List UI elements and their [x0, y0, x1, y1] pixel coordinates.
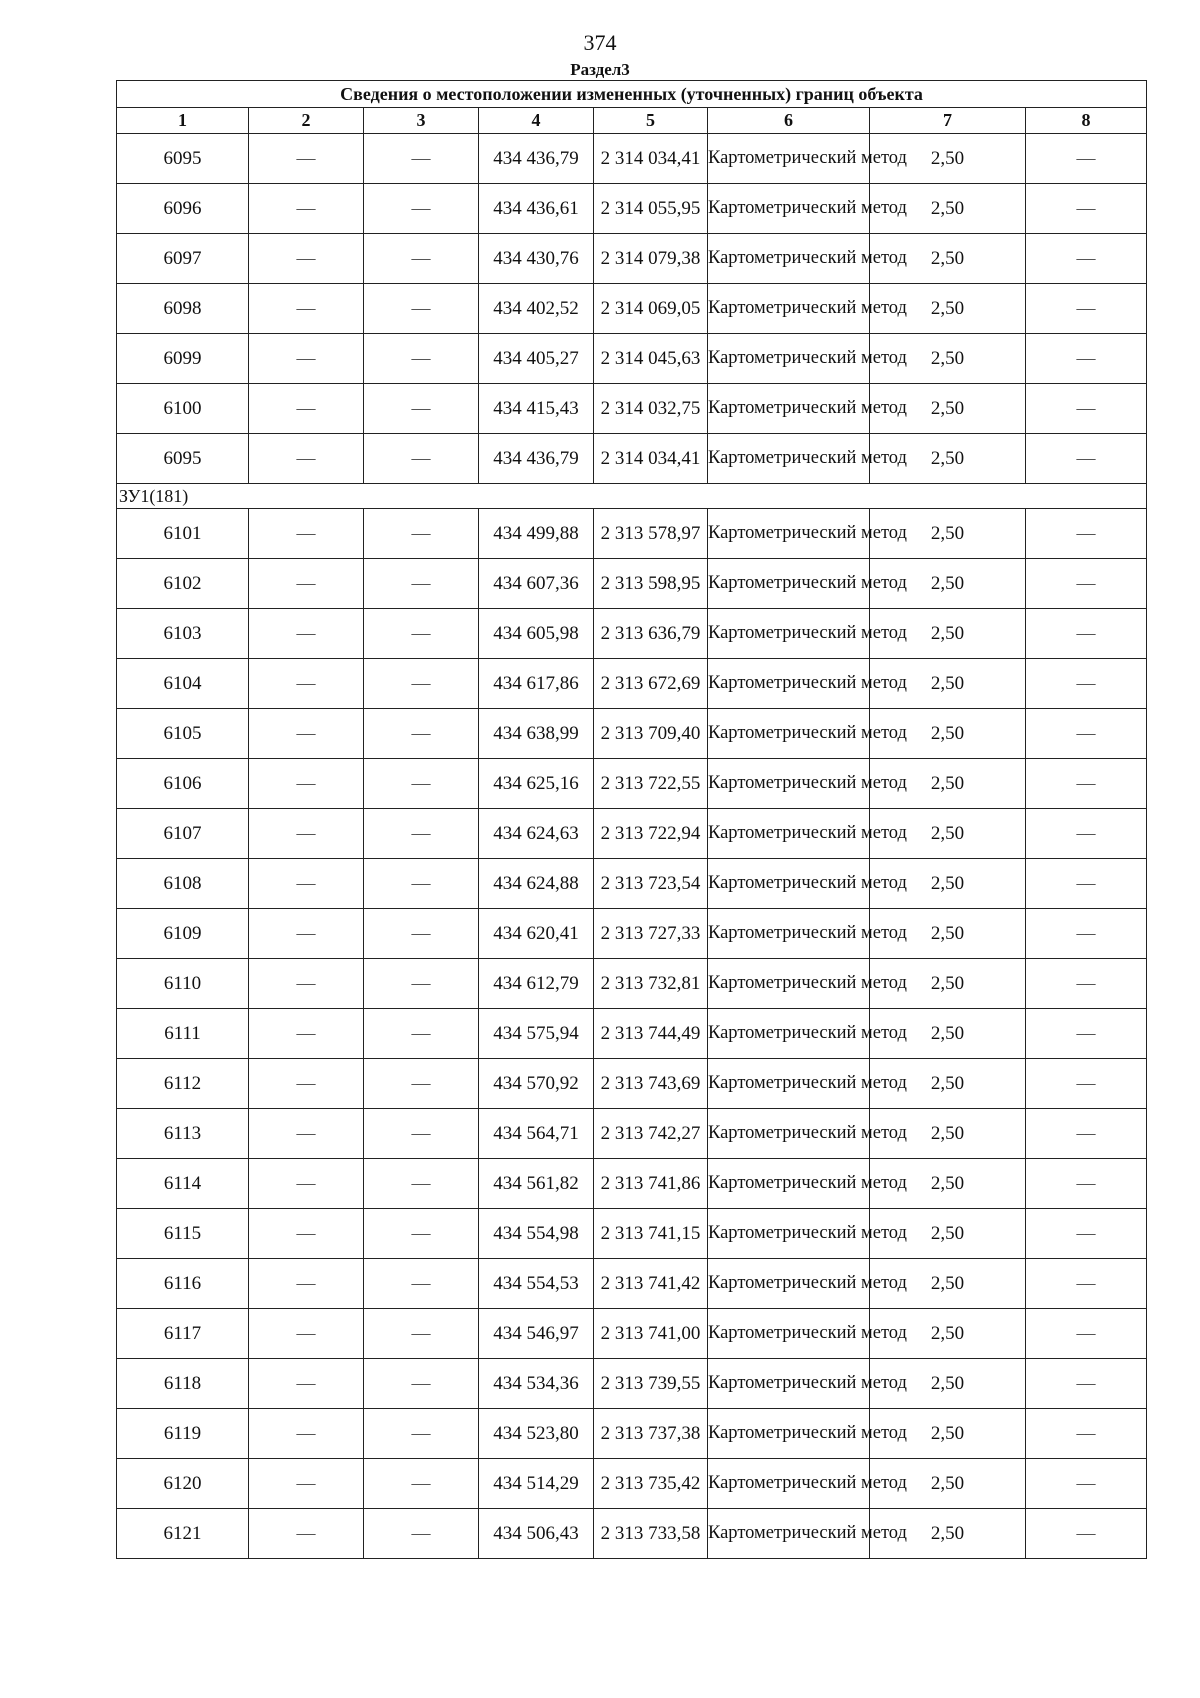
accuracy-cell: 2,50 [870, 809, 1026, 859]
col3-cell: — [364, 1159, 479, 1209]
accuracy-cell: 2,50 [870, 709, 1026, 759]
table-row [117, 1459, 1147, 1509]
y-coordinate-cell: 2 313 741,42 [594, 1259, 708, 1309]
y-coordinate-cell: 2 313 741,00 [594, 1309, 708, 1359]
table-row [117, 609, 1147, 659]
table-caption: Сведения о местоположении измененных (уточненных) границ объекта [117, 81, 1147, 108]
col8-cell: — [1026, 509, 1147, 559]
table-row [117, 1159, 1147, 1209]
table-row [117, 1509, 1147, 1559]
method-cell: Картометрический метод [708, 609, 870, 659]
y-coordinate-cell: 2 313 722,94 [594, 809, 708, 859]
col2-cell: — [249, 559, 364, 609]
col2-cell: — [249, 1359, 364, 1409]
point-number-cell: 6103 [117, 609, 249, 659]
method-cell: Картометрический метод [708, 1259, 870, 1309]
col2-cell: — [249, 184, 364, 234]
accuracy-cell: 2,50 [870, 234, 1026, 284]
accuracy-cell: 2,50 [870, 434, 1026, 484]
point-number-cell: 6098 [117, 284, 249, 334]
point-number-cell: 6117 [117, 1309, 249, 1359]
col3-cell: — [364, 1409, 479, 1459]
point-number-cell: 6106 [117, 759, 249, 809]
column-header: 2 [249, 108, 364, 134]
point-number-cell: 6095 [117, 134, 249, 184]
accuracy-cell: 2,50 [870, 859, 1026, 909]
col8-cell: — [1026, 184, 1147, 234]
x-coordinate-cell: 434 624,63 [479, 809, 594, 859]
col2-cell: — [249, 1459, 364, 1509]
accuracy-cell: 2,50 [870, 1509, 1026, 1559]
point-number-cell: 6113 [117, 1109, 249, 1159]
x-coordinate-cell: 434 554,53 [479, 1259, 594, 1309]
col8-cell: — [1026, 1059, 1147, 1109]
table-row [117, 1409, 1147, 1459]
point-number-cell: 6100 [117, 384, 249, 434]
point-number-cell: 6096 [117, 184, 249, 234]
col8-cell: — [1026, 959, 1147, 1009]
col3-cell: — [364, 1259, 479, 1309]
method-cell: Картометрический метод [708, 234, 870, 284]
x-coordinate-cell: 434 534,36 [479, 1359, 594, 1409]
table-row [117, 1309, 1147, 1359]
col8-cell: — [1026, 1509, 1147, 1559]
y-coordinate-cell: 2 313 598,95 [594, 559, 708, 609]
col2-cell: — [249, 1209, 364, 1259]
x-coordinate-cell: 434 605,98 [479, 609, 594, 659]
y-coordinate-cell: 2 314 034,41 [594, 134, 708, 184]
method-cell: Картометрический метод [708, 1059, 870, 1109]
accuracy-cell: 2,50 [870, 1059, 1026, 1109]
accuracy-cell: 2,50 [870, 1459, 1026, 1509]
accuracy-cell: 2,50 [870, 909, 1026, 959]
x-coordinate-cell: 434 430,76 [479, 234, 594, 284]
x-coordinate-cell: 434 625,16 [479, 759, 594, 809]
col3-cell: — [364, 1109, 479, 1159]
table-row [117, 1209, 1147, 1259]
col3-cell: — [364, 1209, 479, 1259]
method-cell: Картометрический метод [708, 1009, 870, 1059]
x-coordinate-cell: 434 436,61 [479, 184, 594, 234]
col8-cell: — [1026, 909, 1147, 959]
col8-cell: — [1026, 384, 1147, 434]
y-coordinate-cell: 2 314 034,41 [594, 434, 708, 484]
x-coordinate-cell: 434 514,29 [479, 1459, 594, 1509]
x-coordinate-cell: 434 612,79 [479, 959, 594, 1009]
y-coordinate-cell: 2 313 722,55 [594, 759, 708, 809]
col2-cell: — [249, 809, 364, 859]
point-number-cell: 6115 [117, 1209, 249, 1259]
col2-cell: — [249, 1309, 364, 1359]
column-header-row [117, 108, 1147, 134]
x-coordinate-cell: 434 561,82 [479, 1159, 594, 1209]
col2-cell: — [249, 609, 364, 659]
col8-cell: — [1026, 709, 1147, 759]
col8-cell: — [1026, 1459, 1147, 1509]
col8-cell: — [1026, 284, 1147, 334]
page-number: 374 [583, 30, 617, 55]
col3-cell: — [364, 809, 479, 859]
y-coordinate-cell: 2 313 723,54 [594, 859, 708, 909]
method-cell: Картометрический метод [708, 1159, 870, 1209]
coordinates-table [116, 80, 1147, 1559]
accuracy-cell: 2,50 [870, 1209, 1026, 1259]
table-row [117, 1359, 1147, 1409]
table-row [117, 184, 1147, 234]
col8-cell: — [1026, 434, 1147, 484]
col3-cell: — [364, 909, 479, 959]
col2-cell: — [249, 434, 364, 484]
x-coordinate-cell: 434 415,43 [479, 384, 594, 434]
x-coordinate-cell: 434 638,99 [479, 709, 594, 759]
y-coordinate-cell: 2 314 032,75 [594, 384, 708, 434]
col2-cell: — [249, 909, 364, 959]
column-header: 4 [479, 108, 594, 134]
col3-cell: — [364, 509, 479, 559]
point-number-cell: 6101 [117, 509, 249, 559]
method-cell: Картометрический метод [708, 709, 870, 759]
y-coordinate-cell: 2 313 744,49 [594, 1009, 708, 1059]
x-coordinate-cell: 434 546,97 [479, 1309, 594, 1359]
method-cell: Картометрический метод [708, 184, 870, 234]
method-cell: Картометрический метод [708, 559, 870, 609]
point-number-cell: 6095 [117, 434, 249, 484]
col2-cell: — [249, 1109, 364, 1159]
accuracy-cell: 2,50 [870, 1109, 1026, 1159]
col8-cell: — [1026, 1309, 1147, 1359]
section-title: Раздел3 [570, 60, 630, 79]
table-row [117, 1109, 1147, 1159]
col3-cell: — [364, 384, 479, 434]
table-row [117, 659, 1147, 709]
col3-cell: — [364, 609, 479, 659]
table-row [117, 859, 1147, 909]
table-row [117, 234, 1147, 284]
col2-cell: — [249, 1159, 364, 1209]
table-row [117, 1009, 1147, 1059]
col8-cell: — [1026, 234, 1147, 284]
table-row [117, 759, 1147, 809]
column-header: 7 [870, 108, 1026, 134]
y-coordinate-cell: 2 313 741,86 [594, 1159, 708, 1209]
col8-cell: — [1026, 1359, 1147, 1409]
col2-cell: — [249, 509, 364, 559]
x-coordinate-cell: 434 554,98 [479, 1209, 594, 1259]
method-cell: Картометрический метод [708, 334, 870, 384]
y-coordinate-cell: 2 313 709,40 [594, 709, 708, 759]
col2-cell: — [249, 1059, 364, 1109]
col2-cell: — [249, 959, 364, 1009]
column-header: 1 [117, 108, 249, 134]
x-coordinate-cell: 434 506,43 [479, 1509, 594, 1559]
accuracy-cell: 2,50 [870, 509, 1026, 559]
col8-cell: — [1026, 659, 1147, 709]
point-number-cell: 6109 [117, 909, 249, 959]
column-header: 6 [708, 108, 870, 134]
point-number-cell: 6121 [117, 1509, 249, 1559]
accuracy-cell: 2,50 [870, 1409, 1026, 1459]
accuracy-cell: 2,50 [870, 384, 1026, 434]
y-coordinate-cell: 2 314 045,63 [594, 334, 708, 384]
col8-cell: — [1026, 759, 1147, 809]
x-coordinate-cell: 434 617,86 [479, 659, 594, 709]
col8-cell: — [1026, 809, 1147, 859]
table-row [117, 434, 1147, 484]
table-row [117, 559, 1147, 609]
col8-cell: — [1026, 1409, 1147, 1459]
y-coordinate-cell: 2 313 733,58 [594, 1509, 708, 1559]
method-cell: Картометрический метод [708, 1209, 870, 1259]
column-header: 3 [364, 108, 479, 134]
col3-cell: — [364, 559, 479, 609]
col2-cell: — [249, 134, 364, 184]
x-coordinate-cell: 434 620,41 [479, 909, 594, 959]
col3-cell: — [364, 1309, 479, 1359]
col3-cell: — [364, 284, 479, 334]
col2-cell: — [249, 1509, 364, 1559]
table-row [117, 709, 1147, 759]
accuracy-cell: 2,50 [870, 334, 1026, 384]
table-caption-row [117, 81, 1147, 108]
col3-cell: — [364, 1009, 479, 1059]
table-row [117, 909, 1147, 959]
point-number-cell: 6119 [117, 1409, 249, 1459]
y-coordinate-cell: 2 313 727,33 [594, 909, 708, 959]
x-coordinate-cell: 434 575,94 [479, 1009, 594, 1059]
col3-cell: — [364, 959, 479, 1009]
col3-cell: — [364, 334, 479, 384]
point-number-cell: 6104 [117, 659, 249, 709]
method-cell: Картометрический метод [708, 659, 870, 709]
method-cell: Картометрический метод [708, 1359, 870, 1409]
col2-cell: — [249, 284, 364, 334]
accuracy-cell: 2,50 [870, 1359, 1026, 1409]
col8-cell: — [1026, 334, 1147, 384]
table-row [117, 384, 1147, 434]
method-cell: Картометрический метод [708, 434, 870, 484]
col3-cell: — [364, 709, 479, 759]
point-number-cell: 6107 [117, 809, 249, 859]
method-cell: Картометрический метод [708, 1109, 870, 1159]
point-number-cell: 6114 [117, 1159, 249, 1209]
group-row [117, 484, 1147, 509]
method-cell: Картометрический метод [708, 509, 870, 559]
accuracy-cell: 2,50 [870, 959, 1026, 1009]
x-coordinate-cell: 434 564,71 [479, 1109, 594, 1159]
x-coordinate-cell: 434 624,88 [479, 859, 594, 909]
col8-cell: — [1026, 609, 1147, 659]
accuracy-cell: 2,50 [870, 1259, 1026, 1309]
method-cell: Картометрический метод [708, 809, 870, 859]
accuracy-cell: 2,50 [870, 609, 1026, 659]
method-cell: Картометрический метод [708, 909, 870, 959]
point-number-cell: 6112 [117, 1059, 249, 1109]
y-coordinate-cell: 2 313 672,69 [594, 659, 708, 709]
group-label: ЗУ1(181) [117, 484, 1147, 509]
col8-cell: — [1026, 1009, 1147, 1059]
table-row [117, 334, 1147, 384]
col3-cell: — [364, 659, 479, 709]
method-cell: Картометрический метод [708, 1309, 870, 1359]
col2-cell: — [249, 234, 364, 284]
point-number-cell: 6116 [117, 1259, 249, 1309]
col8-cell: — [1026, 1109, 1147, 1159]
accuracy-cell: 2,50 [870, 659, 1026, 709]
table-row [117, 284, 1147, 334]
method-cell: Картометрический метод [708, 859, 870, 909]
accuracy-cell: 2,50 [870, 1309, 1026, 1359]
point-number-cell: 6110 [117, 959, 249, 1009]
col2-cell: — [249, 1409, 364, 1459]
accuracy-cell: 2,50 [870, 184, 1026, 234]
method-cell: Картометрический метод [708, 1459, 870, 1509]
col3-cell: — [364, 1459, 479, 1509]
y-coordinate-cell: 2 314 055,95 [594, 184, 708, 234]
col8-cell: — [1026, 1209, 1147, 1259]
x-coordinate-cell: 434 436,79 [479, 134, 594, 184]
col8-cell: — [1026, 134, 1147, 184]
column-header: 8 [1026, 108, 1147, 134]
col8-cell: — [1026, 859, 1147, 909]
col3-cell: — [364, 134, 479, 184]
col3-cell: — [364, 859, 479, 909]
table-row [117, 1259, 1147, 1309]
col3-cell: — [364, 1509, 479, 1559]
col3-cell: — [364, 234, 479, 284]
accuracy-cell: 2,50 [870, 759, 1026, 809]
column-header: 5 [594, 108, 708, 134]
y-coordinate-cell: 2 314 069,05 [594, 284, 708, 334]
x-coordinate-cell: 434 523,80 [479, 1409, 594, 1459]
col2-cell: — [249, 709, 364, 759]
col3-cell: — [364, 184, 479, 234]
y-coordinate-cell: 2 313 741,15 [594, 1209, 708, 1259]
method-cell: Картометрический метод [708, 1409, 870, 1459]
y-coordinate-cell: 2 313 578,97 [594, 509, 708, 559]
y-coordinate-cell: 2 313 636,79 [594, 609, 708, 659]
accuracy-cell: 2,50 [870, 134, 1026, 184]
accuracy-cell: 2,50 [870, 284, 1026, 334]
method-cell: Картометрический метод [708, 134, 870, 184]
x-coordinate-cell: 434 436,79 [479, 434, 594, 484]
point-number-cell: 6097 [117, 234, 249, 284]
col2-cell: — [249, 659, 364, 709]
accuracy-cell: 2,50 [870, 1159, 1026, 1209]
col8-cell: — [1026, 559, 1147, 609]
x-coordinate-cell: 434 570,92 [479, 1059, 594, 1109]
y-coordinate-cell: 2 314 079,38 [594, 234, 708, 284]
col2-cell: — [249, 1259, 364, 1309]
accuracy-cell: 2,50 [870, 559, 1026, 609]
point-number-cell: 6099 [117, 334, 249, 384]
x-coordinate-cell: 434 402,52 [479, 284, 594, 334]
point-number-cell: 6105 [117, 709, 249, 759]
col2-cell: — [249, 759, 364, 809]
y-coordinate-cell: 2 313 732,81 [594, 959, 708, 1009]
table-row [117, 134, 1147, 184]
point-number-cell: 6120 [117, 1459, 249, 1509]
method-cell: Картометрический метод [708, 284, 870, 334]
x-coordinate-cell: 434 499,88 [479, 509, 594, 559]
col3-cell: — [364, 1359, 479, 1409]
y-coordinate-cell: 2 313 742,27 [594, 1109, 708, 1159]
point-number-cell: 6102 [117, 559, 249, 609]
y-coordinate-cell: 2 313 743,69 [594, 1059, 708, 1109]
table-row [117, 959, 1147, 1009]
col3-cell: — [364, 434, 479, 484]
col2-cell: — [249, 859, 364, 909]
accuracy-cell: 2,50 [870, 1009, 1026, 1059]
method-cell: Картометрический метод [708, 384, 870, 434]
method-cell: Картометрический метод [708, 959, 870, 1009]
col2-cell: — [249, 384, 364, 434]
col8-cell: — [1026, 1259, 1147, 1309]
point-number-cell: 6111 [117, 1009, 249, 1059]
method-cell: Картометрический метод [708, 1509, 870, 1559]
table-row [117, 1059, 1147, 1109]
y-coordinate-cell: 2 313 737,38 [594, 1409, 708, 1459]
method-cell: Картометрический метод [708, 759, 870, 809]
col3-cell: — [364, 1059, 479, 1109]
col8-cell: — [1026, 1159, 1147, 1209]
col3-cell: — [364, 759, 479, 809]
x-coordinate-cell: 434 405,27 [479, 334, 594, 384]
x-coordinate-cell: 434 607,36 [479, 559, 594, 609]
point-number-cell: 6108 [117, 859, 249, 909]
table-body [117, 134, 1147, 1559]
table-row [117, 509, 1147, 559]
table-row [117, 809, 1147, 859]
col2-cell: — [249, 334, 364, 384]
y-coordinate-cell: 2 313 735,42 [594, 1459, 708, 1509]
y-coordinate-cell: 2 313 739,55 [594, 1359, 708, 1409]
col2-cell: — [249, 1009, 364, 1059]
point-number-cell: 6118 [117, 1359, 249, 1409]
